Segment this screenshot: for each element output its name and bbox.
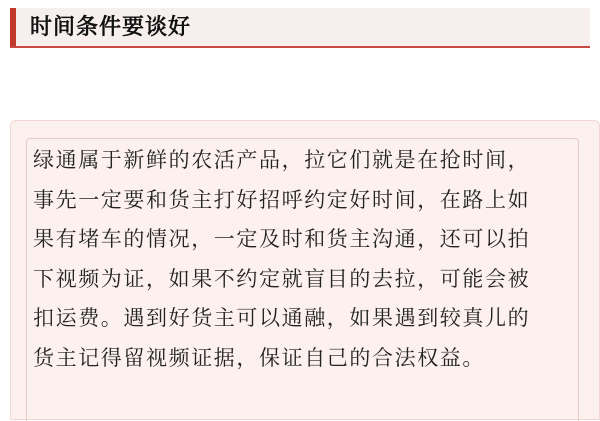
note-line-3: 果有堵车的情况，一定及时和货主沟通，还可以拍 bbox=[33, 227, 531, 251]
note-line-2: 事先一定要和货主打好招呼约定好时间，在路上如 bbox=[33, 187, 531, 212]
section-title: 时间条件要谈好 bbox=[30, 15, 192, 40]
header-accent-bar bbox=[10, 8, 16, 46]
note-line-5: 扣运费。遇到好货主可以通融，如果遇到较真儿的 bbox=[33, 306, 531, 330]
note-line-6: 货主记得留视频证据，保证自己的合法权益。 bbox=[33, 345, 485, 370]
note-line-4: 下视频为证，如果不约定就盲目的去拉，可能会被 bbox=[33, 266, 531, 291]
note-line-1: 绿通属于新鲜的农活产品，拉它们就是在抢时间， bbox=[33, 148, 531, 172]
note-box bbox=[10, 120, 600, 420]
section-header bbox=[10, 8, 590, 48]
note-paragraph bbox=[33, 141, 563, 378]
